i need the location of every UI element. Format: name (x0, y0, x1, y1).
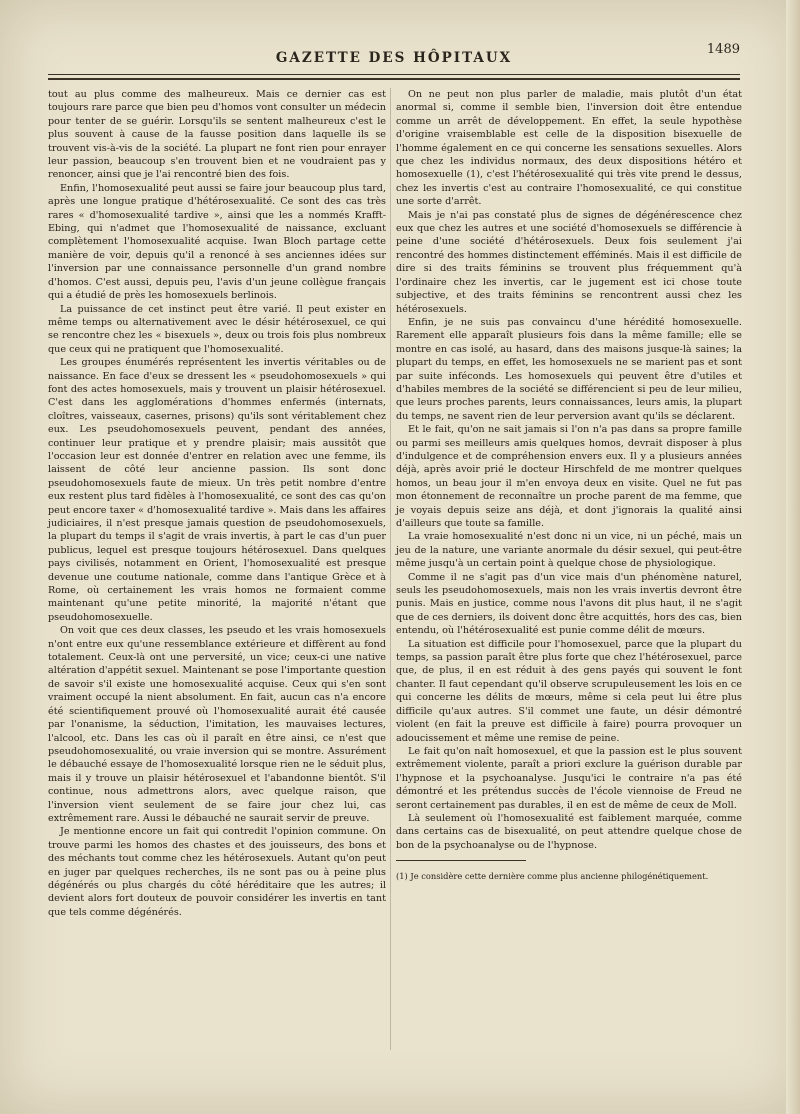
header-rule-thick (48, 78, 740, 80)
running-title: GAZETTE DES HÔPITAUX (275, 50, 513, 66)
paragraph: On ne peut non plus parler de maladie, mais plutôt d'un état anormal si, comme il semble bien, l'inversion doit être entendue comme un arrêt de développement. En effet, la seule hypothèse d'origine vraisemblable est celle de la disposition bisexuelle de l'homme également en ce qui concerne les sensations sexuelles. Alors que chez les individus normaux, des deux dispositions hétéro et homosexuelle (1), c'est l'hétérosexualité qui très vite prend le dessus, chez les invertis c'est au contraire l'homosexualité, ce qui constitue une sorte d'arrêt. (396, 89, 742, 208)
paragraph: La vraie homosexualité n'est donc ni un vice, ni un péché, mais un jeu de la nature, une variante anormale du désir sexuel, qui peut-être même jusqu'à un certain point à quelque chose de physiologique. (396, 531, 742, 570)
paragraph: La puissance de cet instinct peut être varié. Il peut exister en même temps ou alternativement avec le désir hétérosexuel, ce qui se rencontre chez les « bisexuels », deux ou trois fois plus nombreux que ceux qui ne pratiquent que l'homosexualité. (48, 303, 386, 355)
paragraph: Je mentionne encore un fait qui contredit l'opinion commune. On trouve parmi les homos des chastes et des jouisseurs, des bons et des méchants tout comme chez les hétérosexuels. Autant qu'on peut en juger par quelques recherches, ils ne sont pas ou à peine plus dégénérés ou plus chargés du côté héréditaire que les autres; il devient alors fort douteux de pouvoir considérer les invertis en tant que tels comme dégénérés. (48, 826, 386, 918)
left-column (48, 88, 386, 919)
paragraph: Le fait qu'on naît homosexuel, et que la passion est le plus souvent extrêmement violente, paraît a priori exclure la guérison durable par l'hypnose et la psychoanalyse. Jusqu'ici le contraire n'a pas été démontré et les prétendus succès de l'école viennoise de Freud ne seront certainement pas durables, il en est de même de ceux de Moll. (396, 745, 742, 811)
page-header (48, 42, 740, 72)
column-divider (390, 88, 391, 1050)
paragraph: Enfin, l'homosexualité peut aussi se faire jour beaucoup plus tard, après une longue pratique d'hétérosexualité. Ce sont des cas très rares « d'homosexualité tardive », ainsi que les a nommés Krafft-Ebing, qui n'admet que l'homosexualité de naissance, excluant complètement l'homosexualité acquise. Iwan Bloch partage cette manière de voir, depuis qu'il a renoncé à ses anciennes idées sur l'inversion par une connaissance personnelle d'un grand nombre d'homos. C'est aussi, depuis peu, l'avis d'un jeune collègue français qui a étudié de près les homosexuels berlinois. (48, 182, 386, 302)
page-edge-shadow (786, 0, 800, 1114)
paragraph: tout au plus comme des malheureux. Mais ce dernier cas est toujours rare parce que bien peu d'homos vont consulter un médecin pour tenter de se guérir. Lorsqu'ils se sentent malheureux c'est le plus souvent à cause de la fausse position dans laquelle ils se trouvent vis-à-vis de la société. La plupart ne font rien pour enrayer leur passion, beaucoup s'en trouvent bien et ne voudraient pas y renoncer, ainsi que je l'ai rencontré bien des fois. (48, 89, 386, 181)
page-number: 1489 (706, 42, 740, 57)
paragraph: Mais je n'ai pas constaté plus de signes de dégénérescence chez eux que chez les autres et une société d'homosexuels se différencie à peine d'une société d'hétérosexuels. Deux fois seulement j'ai rencontré des hommes distinctement efféminés. Mais il est difficile de dire si des traits féminins se trouvent plus fréquemment qu'à l'ordinaire chez les invertis, car le jugement est ici chose toute subjective, et des traits féminins se rencontrent aussi chez les hétérosexuels. (396, 209, 742, 315)
paragraph: Les groupes énumérés représentent les invertis véritables ou de naissance. En face d'eux se dressent les « pseudohomosexuels » qui font des actes homosexuels, mais y trouvent un plaisir hétérosexuel. C'est dans les agglomérations d'hommes enfermés (internats, cloîtres, vaisseaux, casernes, prisons) qu'ils sont véritablement chez eux. Les pseudohomosexuels peuvent, pendant des années, continuer leur pratique et y prendre plaisir; mais aussitôt que l'occasion leur est donnée d'entrer en relation avec une femme, ils laissent de côté leur ancienne passion. Ils sont donc pseudohomosexuels faute de mieux. Un très petit nombre d'entre eux restent plus tard fidèles à l'homosexualité, ce sont des cas qu'on peut encore taxer « d'homosexualité tardive ». Mais dans les affaires judiciaires, il n'est presque jamais question de pseudohomosexuels, la plupart du temps il s'agit de vrais invertis, à part le cas d'un puer publicus, lequel est presque toujours hétérosexuel. Dans quelques pays civilisés, notamment en Orient, l'homosexualité est presque devenue une coutume nationale, comme dans l'antique Grèce et à Rome, où certainement les vrais homos ne formaient comme maintenant qu'une petite minorité, la majorité n'étant que pseudohomosexuelle. (48, 357, 386, 623)
right-column (396, 88, 742, 882)
paragraph: Et le fait, qu'on ne sait jamais si l'on n'a pas dans sa propre famille ou parmi ses meilleurs amis quelques homos, devrait disposer à plus d'indulgence et de compréhension envers eux. Il y a plusieurs années déjà, après avoir prié le docteur Hirschfeld de me montrer quelques homos, un beau jour il m'en envoya deux en visite. Quel ne fut pas mon étonnement de reconnaître un proche parent de ma femme, que je voyais depuis seize ans déjà, et dont j'ignorais la qualité ainsi d'ailleurs que toute sa famille. (396, 424, 742, 529)
footnote-rule (396, 860, 526, 861)
paragraph: La situation est difficile pour l'homosexuel, parce que la plupart du temps, sa passion paraît être plus forte que chez l'hétérosexuel, parce que, de plus, il en est réduit à des gens payés qui souvent le font chanter. Il faut cependant qu'il observe scrupuleusement les lois en ce qui concerne les délits de mœurs, même si cela peut lui être plus difficile qu'aux autres. S'il commet une faute, un désir démontré violent (en fait la preuve est difficile à faire) pourra provoquer un adoucissement et même une remise de peine. (396, 638, 742, 744)
footnote: (1) Je considère cette dernière comme plus ancienne philogénétiquement. (396, 871, 709, 882)
paragraph: Comme il ne s'agit pas d'un vice mais d'un phénomène naturel, seuls les pseudohomosexuels, mais non les vrais invertis devront être punis. Mais en justice, comme nous l'avons dit plus haut, il ne s'agit que de ces derniers, ils doivent donc être acquittés, hors des cas, bien entendu, où l'hétérosexualité est punie comme délit de mœurs. (396, 571, 742, 637)
paragraph: Enfin, je ne suis pas convaincu d'une hérédité homosexuelle. Rarement elle apparaît plusieurs fois dans la même famille; elle se montre en cas isolé, au hasard, dans des maisons jusque-là saines; la plupart du temps, en effet, les homosexuels ne se marient pas et sont par suite inféconds. Les homosexuels qui peuvent être d'utiles et d'habiles membres de la société se différencient si peu de leur milieu, que leurs proches parents, leurs connaissances, leurs amis, la plupart du temps, ne savent rien de leur perversion avant qu'ils se déclarent. (396, 316, 742, 422)
paragraph: Là seulement où l'homosexualité est faiblement marquée, comme dans certains cas de bisexualité, on peut attendre quelque chose de bon de la psychoanalyse ou de l'hypnose. (396, 812, 742, 851)
paragraph: On voit que ces deux classes, les pseudo et les vrais homosexuels n'ont entre eux qu'une ressemblance extérieure et diffèrent au fond totalement. Ceux-là ont une perversité, un vice; ceux-ci une native altération d'appétit sexuel. Maintenant se pose l'importante question de savoir s'il existe une homosexualité acquise. Ceux qui s'en sont vraiment occupé la nient absolument. En fait, aucun cas n'a encore été scientifiquement prouvé où l'homosexualité aurait été causée par l'onanisme, la séduction, l'imitation, les mauvaises lectures, l'alcool, etc. Dans les cas où il paraît en être ainsi, ce n'est que pseudohomosexualité, ou vraie inversion qui se montre. Assurément le débauché essaye de l'homosexualité lorsque rien ne le séduit plus, mais il y trouve un plaisir hétérosexuel et l'abandonne bientôt. S'il continue, nous admettrons alors, avec quelque raison, que l'inversion vient seulement de se faire jour chez lui, cas extrêmement rare. Aussi le débauché ne saurait servir de preuve. (48, 625, 387, 824)
header-rule-thin (48, 74, 740, 75)
